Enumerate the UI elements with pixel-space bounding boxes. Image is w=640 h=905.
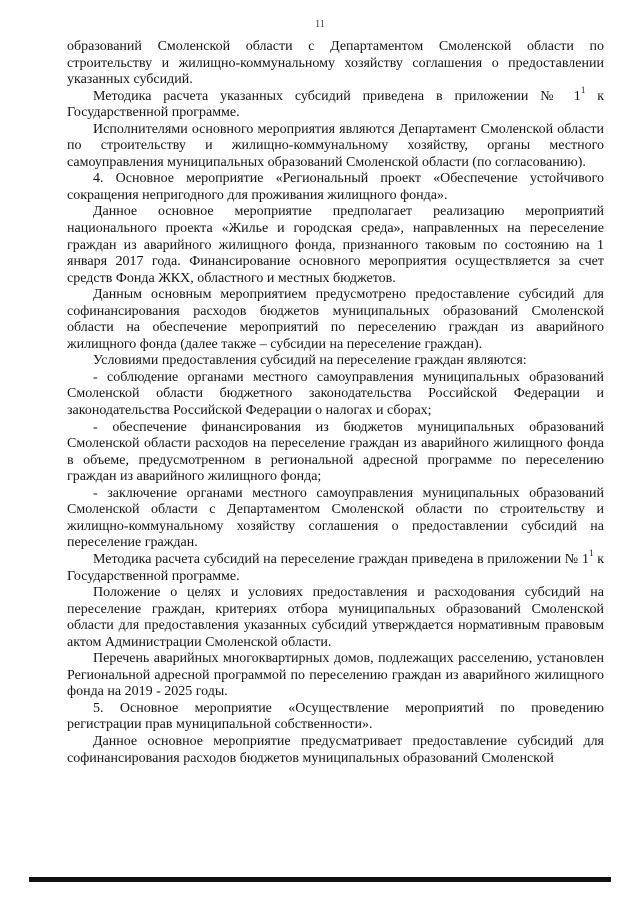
paragraph: Данное основное мероприятие предусматривает предоставление субсидий для софинансирования расходов бюджетов муниципальных образований Смоленской <box>67 733 604 766</box>
paragraph-text: к Государственной программе. <box>67 551 605 584</box>
paragraph-text: Методика расчета указанных субсидий приведена в приложении № 1 <box>93 88 581 104</box>
list-item: - обеспечение финансирования из бюджетов муниципальных образований Смоленской области расходов на переселение граждан из аварийного жилищного фонда в объеме, предусмотренном в региональной адресной программе по переселению граждан из аварийного жилищного фонда; <box>67 419 604 485</box>
paragraph <box>67 548 605 585</box>
paragraph-text: Методика расчета субсидий на переселение граждан приведена в приложении № 1 <box>93 551 589 567</box>
paragraph: Перечень аварийных многоквартирных домов, подлежащих расселению, установлен Региональной адресной программой по переселению граждан из аварийного жилищного фонда на 2019 - 2025 годы. <box>67 651 604 700</box>
footnote-mark: 1 <box>589 548 594 559</box>
paragraph: Условиями предоставления субсидий на переселение граждан являются: <box>93 353 527 369</box>
footnote-mark: 1 <box>580 84 586 95</box>
document-body <box>67 39 604 767</box>
paragraph: Исполнителями основного мероприятия являются Департамент Смоленской области по строительству и жилищно-коммунальному хозяйству, органы местного самоуправления муниципальных образований Смоленской области (по согласованию). <box>67 121 604 170</box>
paragraph: 5. Основное мероприятие «Осуществление мероприятий по проведению регистрации прав муниципальной собственности». <box>67 700 604 733</box>
paragraph: 4. Основное мероприятие «Региональный проект «Обеспечение устойчивого сокращения непригодного для проживания жилищного фонда». <box>67 171 604 203</box>
paragraph: Данное основное мероприятие предполагает реализацию мероприятий национального проекта «Жилье и городская среда», направленных на переселение граждан из аварийного жилищного фонда, признанного таковым по состоянию на 1 января 2017 года. Финансирование основного мероприятия осуществляется за счет средств Фонда ЖКХ, областного и местных бюджетов. <box>67 204 604 286</box>
bottom-scan-line <box>29 877 611 882</box>
list-item: - заключение органами местного самоуправления муниципальных образований Смоленской области с Департаментом Смоленской области по строительству и жилищно-коммунальному хозяйству соглашения о предоставлении субсидий на переселение граждан. <box>67 485 604 551</box>
page-number: 11 <box>315 19 325 30</box>
paragraph: образований Смоленской области с Департаментом Смоленской области по строительству и жилищно-коммунальному хозяйству соглашения о предоставлении указанных субсидий. <box>67 39 604 88</box>
paragraph <box>67 84 605 122</box>
paragraph: Данным основным мероприятием предусмотрено предоставление субсидий для софинансирования расходов бюджетов муниципальных образований Смоленской области на обеспечение мероприятий по переселению граждан из аварийного жилищного фонда (далее также – субсидии на переселение граждан). <box>67 287 604 352</box>
list-item: - соблюдение органами местного самоуправления муниципальных образований Смоленской области бюджетного законодательства Российской Федерации и законодательства Российской Федерации о налогах и сборах; <box>67 369 604 419</box>
paragraph: Положение о целях и условиях предоставления и расходования субсидий на переселение граждан, критериях отбора муниципальных образований Смоленской области для предоставления указанных субсидий утверждается нормативным правовым актом Администрации Смоленской области. <box>67 585 604 650</box>
paragraph-text: к Государственной программе. <box>67 88 605 121</box>
